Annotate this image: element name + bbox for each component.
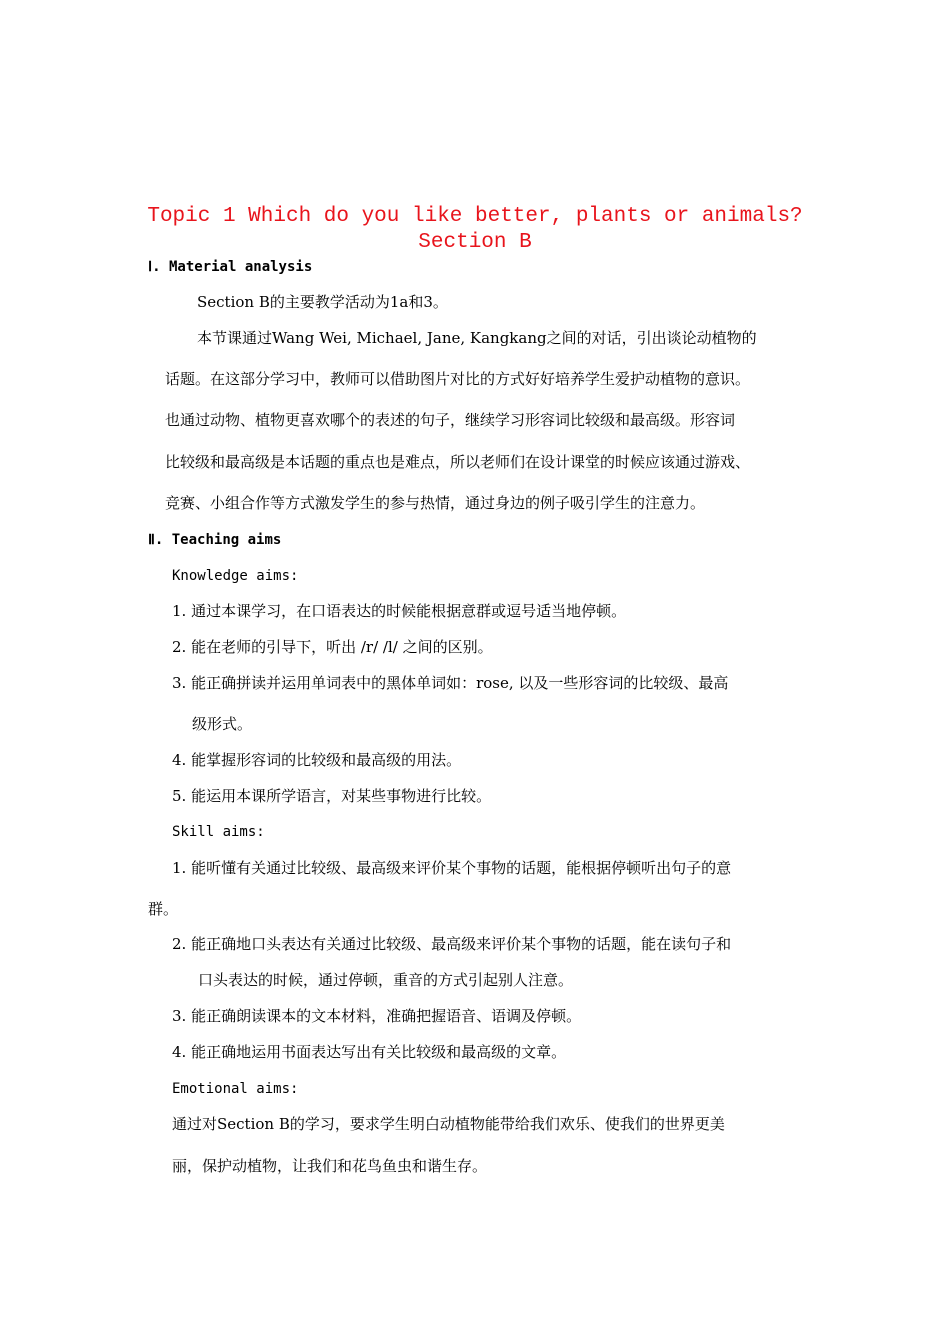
material-paragraph-2-line-4: 比较级和最高级是本话题的重点也是难点，所以老师们在设计课堂的时候应该通过游戏、 [165,453,751,471]
page-title-line1: Topic 1 Which do you like better, plants or animals? [147,205,803,228]
knowledge-item: 4. 能掌握形容词的比较级和最高级的用法。 [172,751,462,769]
skill-item: 3. 能正确朗读课本的文本材料，准确把握语音、语调及停顿。 [172,1007,582,1025]
skill-item-continuation: 口头表达的时候，通过停顿，重音的方式引起别人注意。 [198,971,574,989]
skill-item: 2. 能正确地口头表达有关通过比较级、最高级来评价某个事物的话题，能在读句子和 [172,935,732,953]
knowledge-item: 1. 通过本课学习，在口语表达的时候能根据意群或逗号适当地停顿。 [172,602,627,620]
emotional-aims-line-2: 丽，保护动植物，让我们和花鸟鱼虫和谐生存。 [172,1157,488,1175]
knowledge-aims-label: Knowledge aims: [172,568,299,584]
emotional-aims-label: Emotional aims: [172,1081,299,1097]
material-paragraph-2-line-2: 话题。在这部分学习中，教师可以借助图片对比的方式好好培养学生爱护动植物的意识。 [165,370,751,388]
emotional-aims-line-1: 通过对Section B的学习，要求学生明白动植物能带给我们欢乐、使我们的世界更美 [172,1115,725,1133]
knowledge-item: 5. 能运用本课所学语言，对某些事物进行比较。 [172,787,492,805]
material-paragraph-1: Section B的主要教学活动为1a和3。 [197,293,448,311]
material-paragraph-2-line-1: 本节课通过Wang Wei, Michael, Jane, Kangkang之间的对话，引出谈论动植物的 [197,329,757,347]
section-heading-material-analysis: Ⅰ. Material analysis [148,259,313,275]
material-paragraph-2-line-3: 也通过动物、植物更喜欢哪个的表述的句子，继续学习形容词比较级和最高级。形容词 [165,411,736,429]
knowledge-item: 2. 能在老师的引导下，听出 /r/ /l/ 之间的区别。 [172,638,493,656]
knowledge-item-continuation: 级形式。 [192,715,253,733]
skill-aims-label: Skill aims: [172,824,265,840]
knowledge-item: 3. 能正确拼读并运用单词表中的黑体单词如：rose, 以及一些形容词的比较级、最高 [172,674,729,692]
skill-item: 4. 能正确地运用书面表达写出有关比较级和最高级的文章。 [172,1043,567,1061]
skill-item: 1. 能听懂有关通过比较级、最高级来评价某个事物的话题，能根据停顿听出句子的意 [172,859,732,877]
page-title-line2: Section B [418,231,532,254]
material-paragraph-2-line-5: 竞赛、小组合作等方式激发学生的参与热情，通过身边的例子吸引学生的注意力。 [165,494,706,512]
skill-item-continuation: 群。 [148,900,179,918]
section-heading-teaching-aims: Ⅱ. Teaching aims [148,532,282,548]
